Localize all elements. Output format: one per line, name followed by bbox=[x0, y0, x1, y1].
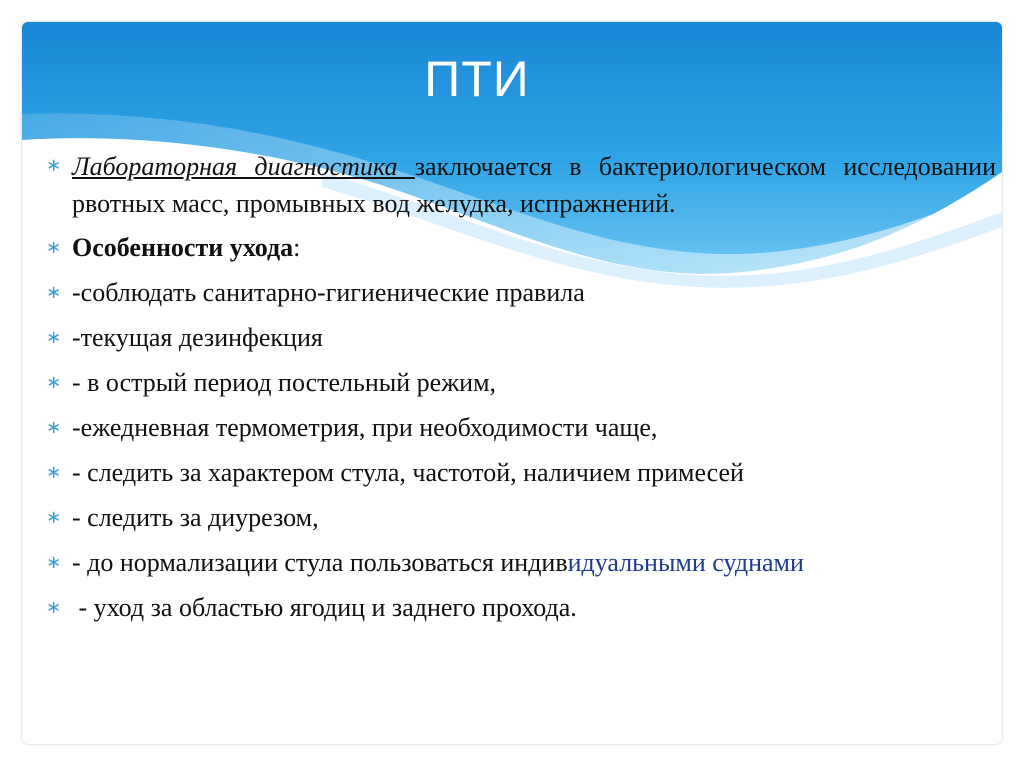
list-item bbox=[46, 590, 996, 625]
list-item bbox=[46, 455, 996, 490]
asterisk-bullet-icon: ∗ bbox=[46, 372, 62, 393]
asterisk-bullet-icon: ∗ bbox=[46, 597, 62, 618]
list-item bbox=[46, 148, 996, 222]
list-item bbox=[46, 230, 996, 265]
bullet-list bbox=[46, 148, 996, 635]
item-text: -ежедневная термометрия, при необходимости чаще, bbox=[72, 413, 658, 442]
asterisk-bullet-icon: ∗ bbox=[46, 327, 62, 348]
item-text: : bbox=[293, 233, 301, 262]
item-text: -текущая дезинфекция bbox=[72, 323, 323, 352]
list-item bbox=[46, 500, 996, 535]
lab-diagnostics-label: Лабораторная диагностика bbox=[72, 152, 415, 181]
item-text: -соблюдать санитарно-гигиенические правила bbox=[72, 278, 585, 307]
list-item bbox=[46, 410, 996, 445]
item-text: - до нормализации стула пользоваться индив bbox=[72, 548, 568, 577]
asterisk-bullet-icon: ∗ bbox=[46, 507, 62, 528]
list-item bbox=[46, 320, 996, 355]
item-text: - следить за диурезом, bbox=[72, 503, 319, 532]
item-text: - в острый период постельный режим, bbox=[72, 368, 497, 397]
slide-title: ПТИ bbox=[424, 51, 530, 107]
list-item bbox=[46, 275, 996, 310]
asterisk-bullet-icon: ∗ bbox=[46, 155, 62, 176]
asterisk-bullet-icon: ∗ bbox=[46, 282, 62, 303]
asterisk-bullet-icon: ∗ bbox=[46, 462, 62, 483]
asterisk-bullet-icon: ∗ bbox=[46, 237, 62, 258]
list-item bbox=[46, 365, 996, 400]
asterisk-bullet-icon: ∗ bbox=[46, 417, 62, 438]
item-text: заключается в бактериологическом исследовании рвотных масс, промывных вод желудка, испражнений. bbox=[72, 152, 996, 218]
slide bbox=[22, 22, 1002, 744]
asterisk-bullet-icon: ∗ bbox=[46, 552, 62, 573]
list-item bbox=[46, 545, 996, 580]
item-text: - уход за областью ягодиц и заднего прохода. bbox=[72, 593, 577, 622]
care-features-label: Особенности ухода bbox=[72, 233, 294, 262]
item-text: - следить за характером стула, частотой, наличием примесей bbox=[72, 458, 744, 487]
item-text-accent: идуальными суднами bbox=[567, 548, 804, 577]
